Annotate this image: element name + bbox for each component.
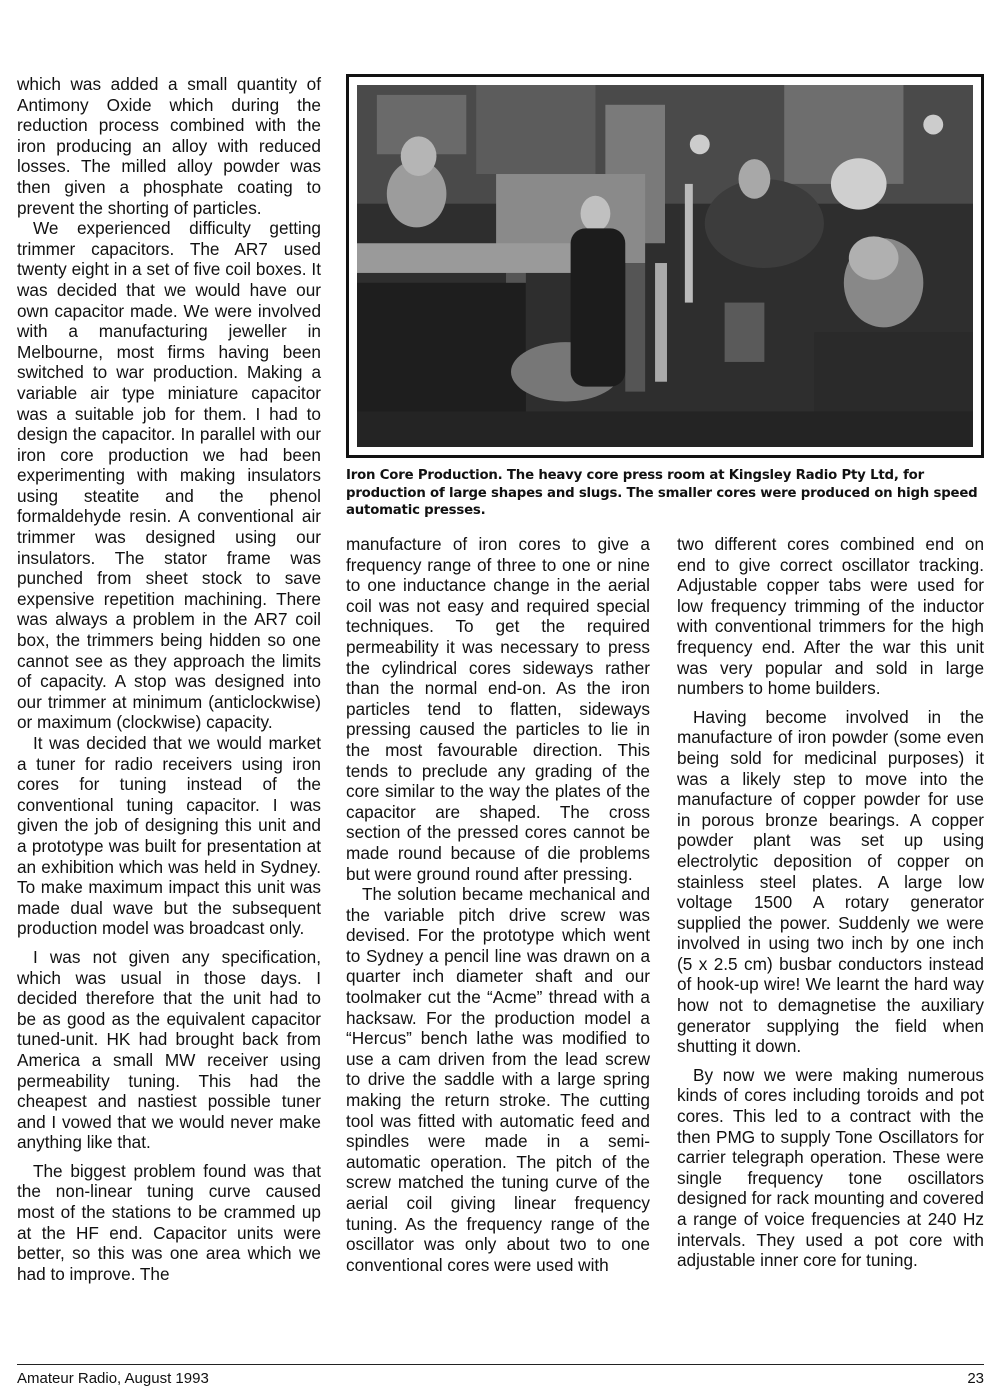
- text-column-2: [346, 534, 650, 1275]
- paragraph: which was added a small quantity of Antimony Oxide which during the reduction process combined with the iron producing an alloy with reduced losses. The milled alloy powder was then given a phosphate coating to prevent the shorting of particles.: [17, 74, 321, 218]
- page-number: 23: [967, 1370, 984, 1387]
- paragraph: The biggest problem found was that the non-linear tuning curve caused most of the stations to be crammed up at the HF end. Capacitor units were better, so this was one area which we had to improve. The: [17, 1160, 321, 1284]
- paragraph: manufacture of iron cores to give a frequency range of three to one or nine to one inductance change in the aerial coil was not easy and required special techniques. To get the required permeability it was necessary to press the cylindrical cores sideways rather than the normal end-on. As the iron particles tend to flatten, sideways pressing caused the particles to lie in the most favourable direction. This tends to preclude any grading of the core similar to the way the plates of the capacitor are shaped. The cross section of the pressed cores cannot be made round because of die problems but were ground round after pressing.: [346, 534, 650, 884]
- text-column-3: [677, 534, 984, 1271]
- footer-divider: [17, 1364, 984, 1365]
- paragraph: We experienced difficulty getting trimmer capacitors. The AR7 used twenty eight in a set of five coil boxes. It was decided that we would have our own capacitor made. We were involved with a manufacturing jeweller in Melbourne, most firms having been switched to war production. Making a variable air type miniature capacitor was a suitable job for them. I had to design the capacitor. In parallel with our iron core production we had been experimenting with making insulators using steatite and the phenol formaldehyde resin. A conventional air trimmer was designed using our insulators. The stator frame was punched from sheet stock to save expensive repetition machining. There was always a problem in the AR7 coil box, the trimmers being hidden so one cannot see as they approach the limits of capacity. A stop was designed into our trimmer at minimum (anticlockwise) or maximum (clockwise) capacity.: [17, 218, 321, 733]
- photo-frame: [346, 74, 984, 458]
- paragraph: By now we were making numerous kinds of cores including toroids and pot cores. This led to a contract with the then PMG to supply Tone Oscillators for carrier telegraph operation. These were single frequency tone oscillators designed for rack mounting and covered a range of voice frequencies at 240 Hz intervals. They used a pot core with adjustable inner core for tuning.: [677, 1064, 984, 1271]
- paragraph: two different cores combined end on end to give correct oscillator tracking. Adjustable copper tabs were used for low frequency trimming of the inductor with conventional trimmers for the high frequency end. After the war this unit was very popular and sold in large numbers to home builders.: [677, 534, 984, 699]
- paragraph: Having become involved in the manufacture of iron powder (some even being sold for medicinal purposes) it was a likely step to move into the manufacture of copper powder for use in porous bronze bearings. A copper powder plant was set up using electrolytic deposition of copper on stainless steel plates. A large low voltage 1500 A rotary generator supplied the power. Suddenly we were involved in using two inch by one inch (5 x 2.5 cm) busbar conductors instead of hook-up wire! We learnt the hard way how not to demagnetise the auxiliary generator supplying the field when shutting it down.: [677, 706, 984, 1057]
- photo-caption: Iron Core Production. The heavy core press room at Kingsley Radio Pty Ltd, for production of large shapes and slugs. The smaller cores were produced on high speed automatic presses.: [346, 468, 978, 518]
- paragraph: It was decided that we would market a tuner for radio receivers using iron cores for tuning instead of the conventional tuning capacitor. I was given the job of designing this unit and a prototype was built for presentation at an exhibition which was held in Sydney. To make maximum impact this unit was made dual wave but the subsequent production model was broadcast only.: [17, 733, 321, 939]
- footer-publication: Amateur Radio, August 1993: [17, 1370, 209, 1387]
- text-column-1: [17, 74, 321, 1284]
- factory-photo: [357, 85, 973, 447]
- paragraph: The solution became mechanical and the variable pitch drive screw was devised. For the prototype which went to Sydney a pencil line was drawn on a quarter inch diameter shaft and our toolmaker cut the “Acme” thread with a hacksaw. For the production model a “Hercus” bench lathe was modified to use a cam driven from the lead screw to drive the saddle with a large spring making the return stroke. The cutting tool was fitted with automatic feed and spindles were made in a semi-automatic operation. The pitch of the screw matched the tuning curve of the aerial coil giving linear frequency tuning. As the frequency range of the oscillator was only about two to one conventional cores were used with: [346, 884, 650, 1275]
- paragraph: I was not given any specification, which was usual in those days. I decided therefore that the unit had to be as good as the equivalent capacitor tuned-unit. HK had brought back from America a small MW receiver using permeability tuning. This had the cheapest and nastiest possible tuner and I vowed that we would never make anything like that.: [17, 946, 321, 1153]
